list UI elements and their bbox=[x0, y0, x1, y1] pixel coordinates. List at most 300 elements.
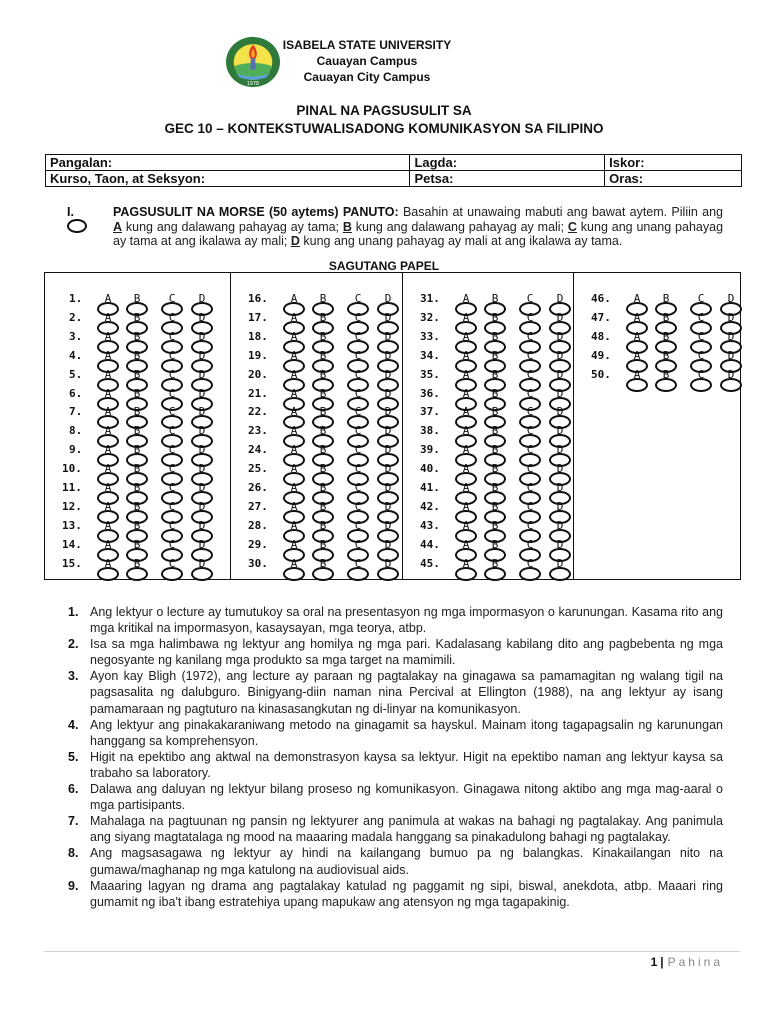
choice-letter-b: B bbox=[133, 499, 141, 513]
choice-letter-d: D bbox=[556, 367, 564, 381]
question-number: 2. bbox=[68, 637, 79, 652]
campus-name: Cauayan Campus bbox=[316, 54, 418, 68]
choice-letter-a: A bbox=[290, 556, 298, 570]
choice-letter-a: A bbox=[633, 329, 641, 343]
item-number: 8. bbox=[69, 424, 83, 438]
question-item bbox=[68, 845, 723, 877]
choice-letter-c: C bbox=[354, 348, 362, 362]
choice-letter-c: C bbox=[354, 499, 362, 513]
choice-letter-d: D bbox=[198, 386, 206, 400]
choice-letter-a: A bbox=[290, 292, 298, 305]
item-number: 2. bbox=[69, 310, 83, 324]
university-seal-icon bbox=[224, 35, 282, 89]
item-number: 10. bbox=[62, 462, 82, 476]
item-number: 43. bbox=[420, 518, 440, 532]
choice-letter-c: C bbox=[168, 310, 176, 324]
choice-letter-b: B bbox=[491, 537, 499, 551]
choice-letter-a: A bbox=[104, 367, 112, 381]
item-number: 18. bbox=[248, 329, 268, 343]
answer-sheet-title: SAGUTANG PAPEL bbox=[328, 259, 440, 273]
column-divider bbox=[402, 273, 403, 579]
choice-letter-b: B bbox=[319, 537, 327, 551]
choice-letter-a: A bbox=[290, 518, 298, 532]
choice-letter-b: B bbox=[662, 292, 670, 305]
choice-letter-c: C bbox=[526, 481, 534, 494]
choice-letter-d: D bbox=[198, 462, 206, 476]
choice-letter-b: B bbox=[319, 310, 327, 324]
choice-letter-d: D bbox=[384, 329, 392, 343]
choice-letter-c: C bbox=[354, 310, 362, 324]
question-text: Ang magsasagawa ng lektyur ay hindi na kailangang bumuo pa ng balangkas. Kinakailangan nito na gumawa/maghanap ng mga katulong na audiovisual aids. bbox=[90, 846, 723, 877]
item-number: 6. bbox=[69, 386, 83, 400]
answer-bubble-30-b[interactable] bbox=[312, 567, 334, 581]
score-field[interactable]: Iskor: bbox=[605, 155, 742, 171]
item-number: 4. bbox=[69, 348, 83, 362]
choice-letter-b: B bbox=[133, 292, 141, 305]
question-number: 8. bbox=[68, 846, 79, 861]
answer-bubble-50-b[interactable] bbox=[655, 378, 677, 392]
item-number: 26. bbox=[248, 481, 268, 494]
choice-letter-d: D bbox=[384, 481, 392, 494]
choice-letter-c: C bbox=[354, 329, 362, 343]
choice-letter-d: D bbox=[556, 518, 564, 532]
choice-letter-b: B bbox=[319, 405, 327, 419]
item-number: 13. bbox=[62, 518, 82, 532]
answer-bubble-50-c[interactable] bbox=[690, 378, 712, 392]
exam-title-line1: PINAL NA PAGSUSULIT SA bbox=[296, 103, 472, 118]
choice-letter-d: D bbox=[198, 292, 206, 305]
choice-letter-b: B bbox=[491, 386, 499, 400]
course-year-section-field[interactable]: Kurso, Taon, at Seksyon: bbox=[46, 171, 410, 187]
question-number: 7. bbox=[68, 814, 79, 829]
choice-letter-b: B bbox=[491, 499, 499, 513]
item-number: 27. bbox=[248, 499, 268, 513]
choice-letter-a: A bbox=[462, 518, 470, 532]
item-number: 20. bbox=[248, 367, 268, 381]
item-number: 19. bbox=[248, 348, 268, 362]
choice-letter-b: B bbox=[319, 481, 327, 494]
choice-letter-a: A bbox=[290, 481, 298, 494]
choice-letter-a: A bbox=[104, 424, 112, 438]
answer-sheet-grid bbox=[44, 272, 741, 580]
choice-letter-a: A bbox=[633, 367, 641, 381]
choice-letter-a: A bbox=[462, 499, 470, 513]
choice-letter-c: C bbox=[526, 537, 534, 551]
item-number: 12. bbox=[62, 499, 82, 513]
choice-letter-d: D bbox=[198, 518, 206, 532]
choice-letter-d: D bbox=[556, 537, 564, 551]
footer-divider bbox=[44, 951, 740, 952]
choice-letter-a: A bbox=[462, 405, 470, 419]
item-number: 29. bbox=[248, 537, 268, 551]
choice-letter-a: A bbox=[462, 292, 470, 305]
choice-letter-c: C bbox=[354, 537, 362, 551]
question-text: Ayon kay Bligh (1972), ang lecture ay paraan ng pagtalakay na ginagawa sa pamamagitan ng walang tigil na pagsasalita ng dalubguro. Binigyang-diin naman nina Percival at Ellington (1988), na ang lektyur ay isang pamamaraan ng pagtuturo na kinasasangkutan ng di-linyar na komunikasyon. bbox=[90, 669, 723, 716]
choice-letter-b: B bbox=[133, 329, 141, 343]
choice-letter-a: A bbox=[104, 462, 112, 476]
section-bubble-icon bbox=[67, 219, 87, 233]
item-number: 17. bbox=[248, 310, 268, 324]
choice-letter-c: C bbox=[354, 443, 362, 457]
section-numeral: I. bbox=[67, 205, 74, 219]
choice-letter-d: D bbox=[556, 386, 564, 400]
choice-letter-a: A bbox=[290, 499, 298, 513]
item-number: 34. bbox=[420, 348, 440, 362]
item-number: 48. bbox=[591, 329, 611, 343]
answer-bubble-30-c[interactable] bbox=[347, 567, 369, 581]
choice-letter-c: C bbox=[168, 499, 176, 513]
choice-letter-b: B bbox=[491, 556, 499, 570]
choice-letter-b: B bbox=[491, 443, 499, 457]
choice-letter-d: D bbox=[727, 292, 735, 305]
instructions-heading: PAGSUSULIT NA MORSE (50 aytems) PANUTO: bbox=[113, 205, 399, 219]
choice-letter-b: B bbox=[491, 462, 499, 476]
choice-letter-c: C bbox=[168, 424, 176, 438]
choice-letter-b: B bbox=[133, 462, 141, 476]
answer-bubble-15-a[interactable] bbox=[97, 567, 119, 581]
answer-bubble-15-b[interactable] bbox=[126, 567, 148, 581]
choice-letter-c: C bbox=[526, 443, 534, 457]
choice-letter-b: B bbox=[133, 518, 141, 532]
choice-letter-b: B bbox=[319, 329, 327, 343]
choice-letter-a: A bbox=[290, 329, 298, 343]
choice-letter-c: C bbox=[354, 405, 362, 419]
question-text: Isa sa mga halimbawa ng lektyur ang homilya ng mga pari. Kadalasang kabilang dito ang pagbebenta ng mga negosyante ng kanilang mga produkto sa mga target na mamimili. bbox=[90, 637, 723, 668]
choice-letter-b: B bbox=[662, 367, 670, 381]
choice-letter-b: B bbox=[133, 537, 141, 551]
choice-letter-c: C bbox=[697, 292, 705, 305]
item-number: 14. bbox=[62, 537, 82, 551]
choice-letter-a: A bbox=[290, 367, 298, 381]
choice-letter-d: D bbox=[198, 556, 206, 570]
choice-letter-d: D bbox=[198, 537, 206, 551]
choice-letter-d: D bbox=[556, 292, 564, 305]
choice-letter-c: C bbox=[168, 367, 176, 381]
question-item bbox=[68, 604, 723, 636]
name-field[interactable]: Pangalan: bbox=[46, 155, 410, 171]
choice-letter-a: A bbox=[290, 443, 298, 457]
choice-letter-c: C bbox=[526, 424, 534, 438]
choice-letter-b: B bbox=[491, 310, 499, 324]
answer-bubble-30-a[interactable] bbox=[283, 567, 305, 581]
item-number: 41. bbox=[420, 481, 440, 494]
choice-letter-c: C bbox=[354, 462, 362, 476]
choice-letter-a: A bbox=[104, 499, 112, 513]
university-names bbox=[282, 37, 452, 85]
choice-letter-d: D bbox=[556, 424, 564, 438]
choice-letter-b: B bbox=[491, 292, 499, 305]
choice-letter-c: C bbox=[526, 367, 534, 381]
choice-letter-d: D bbox=[556, 405, 564, 419]
university-header bbox=[222, 33, 522, 89]
choice-letter-a: A bbox=[104, 481, 112, 494]
choice-letter-d: D bbox=[556, 499, 564, 513]
choice-letter-d: D bbox=[384, 386, 392, 400]
choice-letter-c: C bbox=[168, 518, 176, 532]
item-number: 21. bbox=[248, 386, 268, 400]
choice-letter-b: B bbox=[662, 329, 670, 343]
answer-bubble-45-b[interactable] bbox=[484, 567, 506, 581]
choice-letter-d: D bbox=[384, 518, 392, 532]
answer-bubble-50-a[interactable] bbox=[626, 378, 648, 392]
choice-letter-a: A bbox=[104, 443, 112, 457]
choice-letter-d: D bbox=[384, 367, 392, 381]
choice-letter-b: B bbox=[491, 424, 499, 438]
choice-letter-b: B bbox=[662, 348, 670, 362]
choice-letter-a: A bbox=[104, 292, 112, 305]
item-number: 22. bbox=[248, 405, 268, 419]
choice-letter-d: D bbox=[198, 329, 206, 343]
choice-letter-a: A bbox=[104, 348, 112, 362]
choice-letter-d: D bbox=[384, 310, 392, 324]
choice-letter-d: D bbox=[384, 499, 392, 513]
choice-letter-c: C bbox=[168, 556, 176, 570]
item-number: 15. bbox=[62, 556, 82, 570]
choice-letter-c: C bbox=[168, 292, 176, 305]
choice-letter-b: B bbox=[319, 367, 327, 381]
question-item bbox=[68, 749, 723, 781]
item-number: 32. bbox=[420, 310, 440, 324]
item-number: 11. bbox=[62, 481, 82, 494]
choice-letter-a: A bbox=[462, 310, 470, 324]
item-number: 35. bbox=[420, 367, 440, 381]
choice-letter-c: C bbox=[526, 329, 534, 343]
choice-letter-a: A bbox=[633, 292, 641, 305]
column-divider bbox=[573, 273, 574, 579]
question-text: Mahalaga na pagtuunan ng pansin ng lektyurer ang panimula at wakas na bahagi ng pagtalakay. Ang panimula ang siyang magtatalaga ng mood na maaaring madala hanggang sa pinakadulong bahagi ng pagtalakay. bbox=[90, 814, 723, 845]
choice-letter-c: C bbox=[168, 386, 176, 400]
page-separator: | bbox=[660, 955, 664, 969]
question-list bbox=[68, 604, 723, 910]
choice-letter-a: A bbox=[290, 537, 298, 551]
choice-letter-d: D bbox=[198, 443, 206, 457]
choice-letter-b: B bbox=[133, 367, 141, 381]
choice-letter-c: C bbox=[526, 405, 534, 419]
choice-letter-c: C bbox=[168, 462, 176, 476]
choice-letter-a: A bbox=[104, 537, 112, 551]
answer-bubble-15-c[interactable] bbox=[161, 567, 183, 581]
page-number: 1 bbox=[650, 955, 658, 969]
question-item bbox=[68, 636, 723, 668]
choice-letter-b: B bbox=[319, 292, 327, 305]
item-number: 23. bbox=[248, 424, 268, 438]
choice-letter-b: B bbox=[491, 367, 499, 381]
item-number: 45. bbox=[420, 556, 440, 570]
svg-text:1978: 1978 bbox=[246, 82, 260, 88]
choice-letter-c: C bbox=[526, 348, 534, 362]
choice-letter-b: B bbox=[319, 556, 327, 570]
choice-letter-a: A bbox=[290, 386, 298, 400]
item-number: 37. bbox=[420, 405, 440, 419]
answer-bubble-15-d[interactable] bbox=[191, 567, 213, 581]
choice-letter-d: D bbox=[198, 348, 206, 362]
choice-letter-d: D bbox=[198, 367, 206, 381]
choice-letter-d: D bbox=[556, 348, 564, 362]
exam-title-line2: GEC 10 – KONTEKSTUWALISADONG KOMUNIKASYON SA FILIPINO bbox=[164, 121, 604, 136]
choice-letter-b: B bbox=[133, 386, 141, 400]
choice-letter-c: C bbox=[168, 405, 176, 419]
answer-bubble-45-d[interactable] bbox=[549, 567, 571, 581]
choice-letter-b: B bbox=[319, 386, 327, 400]
choice-letter-a: A bbox=[633, 348, 641, 362]
choice-letter-b: B bbox=[491, 348, 499, 362]
time-field[interactable]: Oras: bbox=[605, 171, 742, 187]
choice-letter-d: D bbox=[556, 443, 564, 457]
question-item bbox=[68, 717, 723, 749]
choice-letter-c: C bbox=[354, 424, 362, 438]
choice-letter-c: C bbox=[526, 292, 534, 305]
choice-letter-c: C bbox=[526, 499, 534, 513]
question-number: 3. bbox=[68, 669, 79, 684]
city-campus-name: Cauayan City Campus bbox=[303, 70, 431, 84]
question-item bbox=[68, 813, 723, 845]
date-field[interactable]: Petsa: bbox=[410, 171, 605, 187]
choice-letter-b: B bbox=[319, 499, 327, 513]
choice-letter-a: A bbox=[104, 386, 112, 400]
answer-bubble-45-a[interactable] bbox=[455, 567, 477, 581]
choice-letter-c: C bbox=[354, 518, 362, 532]
question-number: 9. bbox=[68, 878, 79, 893]
item-number: 3. bbox=[69, 329, 83, 343]
choice-letter-a: A bbox=[104, 518, 112, 532]
choice-letter-a: A bbox=[462, 556, 470, 570]
item-number: 40. bbox=[420, 462, 440, 476]
choice-letter-b: B bbox=[319, 443, 327, 457]
item-number: 5. bbox=[69, 367, 83, 381]
choice-letter-d: D bbox=[556, 462, 564, 476]
question-item bbox=[68, 878, 723, 910]
choice-letter-c: C bbox=[697, 367, 705, 381]
choice-letter-c: C bbox=[354, 481, 362, 494]
choice-letter-b: B bbox=[133, 481, 141, 494]
info-row bbox=[46, 171, 742, 187]
choice-letter-d: D bbox=[198, 499, 206, 513]
question-number: 5. bbox=[68, 749, 79, 764]
choice-letter-a: A bbox=[462, 443, 470, 457]
choice-letter-a: A bbox=[462, 386, 470, 400]
choice-letter-c: C bbox=[168, 443, 176, 457]
choice-letter-d: D bbox=[384, 292, 392, 305]
university-name: ISABELA STATE UNIVERSITY bbox=[282, 38, 452, 52]
choice-letter-d: D bbox=[556, 481, 564, 494]
choice-letter-b: B bbox=[491, 481, 499, 494]
student-info-table bbox=[45, 154, 742, 187]
choice-letter-d: D bbox=[384, 556, 392, 570]
choice-letter-b: B bbox=[319, 424, 327, 438]
choice-letter-d: D bbox=[727, 329, 735, 343]
question-item bbox=[68, 781, 723, 813]
choice-letter-a: A bbox=[104, 310, 112, 324]
choice-letter-c: C bbox=[168, 329, 176, 343]
choice-letter-a: A bbox=[290, 424, 298, 438]
choice-letter-a: A bbox=[462, 537, 470, 551]
item-number: 38. bbox=[420, 424, 440, 438]
choice-letter-c: C bbox=[354, 556, 362, 570]
choice-letter-a: A bbox=[290, 405, 298, 419]
item-number: 46. bbox=[591, 292, 611, 305]
choice-letter-c: C bbox=[168, 348, 176, 362]
choice-letter-b: B bbox=[133, 443, 141, 457]
choice-letter-d: D bbox=[384, 443, 392, 457]
choice-letter-b: B bbox=[491, 405, 499, 419]
choice-letter-b: B bbox=[662, 310, 670, 324]
question-text: Ang lektyur ang pinakakaraniwang metodo na ginagamit sa hayskul. Mainam itong tagapagsalin ng karunungan hanggang sa komprehensyon. bbox=[90, 717, 723, 748]
choice-letter-a: A bbox=[290, 462, 298, 476]
choice-letter-a: A bbox=[462, 424, 470, 438]
info-row bbox=[46, 155, 742, 171]
choice-letter-a: A bbox=[290, 348, 298, 362]
choice-letter-a: A bbox=[462, 481, 470, 494]
choice-letter-d: D bbox=[384, 348, 392, 362]
choice-letter-a: A bbox=[633, 310, 641, 324]
item-number: 7. bbox=[69, 405, 83, 419]
answer-bubble-45-c[interactable] bbox=[519, 567, 541, 581]
choice-letter-d: D bbox=[384, 405, 392, 419]
choice-letter-b: B bbox=[491, 518, 499, 532]
choice-letter-d: D bbox=[198, 481, 206, 494]
choice-letter-c: C bbox=[354, 386, 362, 400]
page-footer bbox=[651, 955, 723, 969]
choice-letter-a: A bbox=[462, 462, 470, 476]
item-number: 28. bbox=[248, 518, 268, 532]
choice-letter-c: C bbox=[354, 292, 362, 305]
choice-letter-b: B bbox=[491, 329, 499, 343]
choice-letter-d: D bbox=[556, 310, 564, 324]
answer-bubble-30-d[interactable] bbox=[377, 567, 399, 581]
item-number: 9. bbox=[69, 443, 83, 457]
question-number: 4. bbox=[68, 717, 79, 732]
item-number: 30. bbox=[248, 556, 268, 570]
choice-letter-a: A bbox=[104, 329, 112, 343]
choice-letter-b: B bbox=[133, 310, 141, 324]
item-number: 24. bbox=[248, 443, 268, 457]
choice-letter-c: C bbox=[526, 556, 534, 570]
answer-bubble-50-d[interactable] bbox=[720, 378, 742, 392]
choice-letter-c: C bbox=[526, 310, 534, 324]
choice-letter-d: D bbox=[198, 405, 206, 419]
item-number: 33. bbox=[420, 329, 440, 343]
question-text: Maaaring lagyan ng drama ang pagtalakay katulad ng paggamit ng sipi, biswal, anekdota, atbp. Maaari ring gumamit ng iba't ibang estratehiya upang mapukaw ang atensyon ng mga tagapakinig. bbox=[90, 878, 723, 909]
choice-letter-b: B bbox=[133, 424, 141, 438]
choice-letter-c: C bbox=[526, 518, 534, 532]
choice-letter-b: B bbox=[133, 348, 141, 362]
choice-letter-d: D bbox=[727, 310, 735, 324]
signature-field[interactable]: Lagda: bbox=[410, 155, 605, 171]
choice-letter-c: C bbox=[697, 310, 705, 324]
choice-letter-a: A bbox=[104, 556, 112, 570]
choice-letter-b: B bbox=[319, 462, 327, 476]
choice-letter-c: C bbox=[168, 537, 176, 551]
choice-letter-c: C bbox=[354, 367, 362, 381]
page-label: Pahina bbox=[667, 955, 723, 969]
item-number: 44. bbox=[420, 537, 440, 551]
instructions: PAGSUSULIT NA MORSE (50 aytems) PANUTO: Basahin at unawaing mabuti ang bawat aytem. Piliin ang A kung ang dalawang pahayag ay tama; B kung ang dalawang pahayag ay mali; C kung ang unang pahayag ay tama at ang ikalawa ay mali; D kung ang unang pahayag ay mali at ang ikalawa ay tama. bbox=[113, 205, 724, 248]
item-number: 16. bbox=[248, 292, 268, 305]
choice-letter-c: C bbox=[697, 348, 705, 362]
item-number: 50. bbox=[591, 367, 611, 381]
choice-letter-a: A bbox=[104, 405, 112, 419]
question-number: 1. bbox=[68, 605, 79, 619]
choice-letter-d: D bbox=[727, 348, 735, 362]
choice-letter-c: C bbox=[526, 462, 534, 476]
item-number: 31. bbox=[420, 292, 440, 305]
choice-letter-d: D bbox=[198, 424, 206, 438]
item-number: 49. bbox=[591, 348, 611, 362]
choice-letter-a: A bbox=[462, 329, 470, 343]
question-number: 6. bbox=[68, 782, 79, 797]
item-number: 39. bbox=[420, 443, 440, 457]
choice-letter-d: D bbox=[556, 329, 564, 343]
